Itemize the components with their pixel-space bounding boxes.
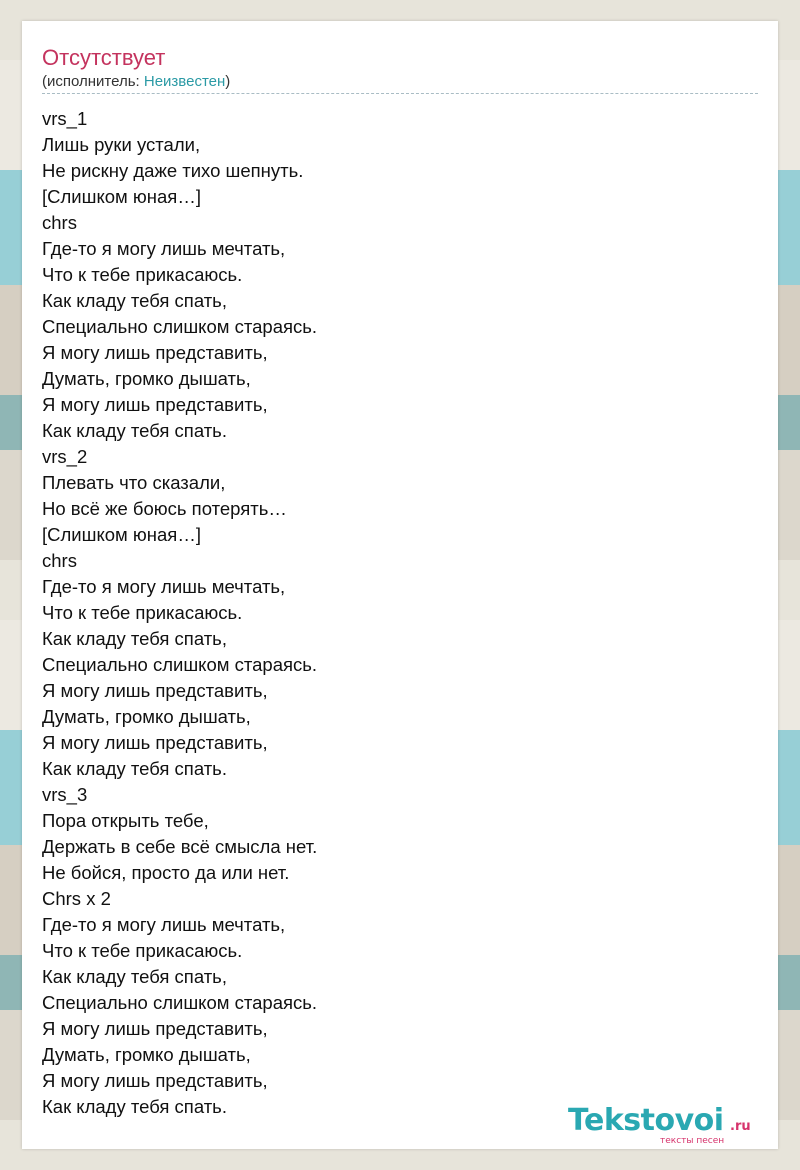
lyric-line: Где-то я могу лишь мечтать, — [42, 238, 286, 259]
lyrics-card — [22, 21, 778, 1149]
artist-prefix: (исполнитель: — [42, 73, 144, 90]
lyrics-body — [42, 106, 742, 1120]
lyric-line: vrs_2 — [42, 446, 88, 467]
lyric-line: Думать, громко дышать, — [42, 1044, 251, 1065]
lyric-line: Как кладу тебя спать, — [42, 290, 227, 311]
lyric-line: Пора открыть тебе, — [42, 810, 209, 831]
lyric-line: Не бойся, просто да или нет. — [42, 862, 290, 883]
lyric-line: Держать в себе всё смысла нет. — [42, 836, 318, 857]
lyric-line: Я могу лишь представить, — [42, 732, 268, 753]
lyric-line: Я могу лишь представить, — [42, 394, 268, 415]
lyric-line: Как кладу тебя спать. — [42, 758, 227, 779]
lyric-line: Как кладу тебя спать. — [42, 1096, 227, 1117]
lyric-line: Думать, громко дышать, — [42, 368, 251, 389]
lyric-line: Что к тебе прикасаюсь. — [42, 264, 243, 285]
lyric-line: Думать, громко дышать, — [42, 706, 251, 727]
lyric-line: chrs — [42, 212, 77, 233]
lyric-line: Но всё же боюсь потерять… — [42, 498, 287, 519]
lyric-line: Я могу лишь представить, — [42, 680, 268, 701]
song-title: Отсутствует — [42, 45, 166, 70]
logo-tagline: тексты песен — [660, 1136, 725, 1146]
lyric-line: Что к тебе прикасаюсь. — [42, 940, 243, 961]
lyric-line: [Слишком юная…] — [42, 524, 201, 545]
lyric-line: Я могу лишь представить, — [42, 1018, 268, 1039]
lyric-line: Chrs x 2 — [42, 888, 111, 909]
lyric-line: [Слишком юная…] — [42, 186, 201, 207]
artist-link[interactable]: Неизвестен — [143, 73, 226, 90]
lyric-line: Лишь руки устали, — [42, 134, 201, 155]
lyric-line: Специально слишком стараясь. — [42, 992, 318, 1013]
lyric-line: Я могу лишь представить, — [42, 342, 268, 363]
artist-suffix: ) — [225, 73, 231, 90]
lyric-line: Специально слишком стараясь. — [42, 316, 318, 337]
lyric-line: Где-то я могу лишь мечтать, — [42, 914, 286, 935]
lyric-line: vrs_3 — [42, 784, 88, 805]
lyric-line: Специально слишком стараясь. — [42, 654, 318, 675]
lyric-line: Как кладу тебя спать, — [42, 628, 227, 649]
logo-wordmark: Tekstovoi — [568, 1103, 724, 1138]
lyric-line: Я могу лишь представить, — [42, 1070, 268, 1091]
lyric-line: Как кладу тебя спать, — [42, 966, 227, 987]
logo-domain: .ru — [730, 1119, 751, 1134]
lyric-line: vrs_1 — [42, 108, 88, 129]
artist-line — [42, 73, 230, 91]
site-logo[interactable] — [568, 1103, 778, 1153]
lyric-line: Не рискну даже тихо шепнуть. — [42, 160, 304, 181]
lyric-line: Как кладу тебя спать. — [42, 420, 227, 441]
lyric-line: Плевать что сказали, — [42, 472, 226, 493]
lyric-line: chrs — [42, 550, 77, 571]
lyric-line: Что к тебе прикасаюсь. — [42, 602, 243, 623]
dashed-divider — [42, 93, 758, 94]
lyric-line: Где-то я могу лишь мечтать, — [42, 576, 286, 597]
